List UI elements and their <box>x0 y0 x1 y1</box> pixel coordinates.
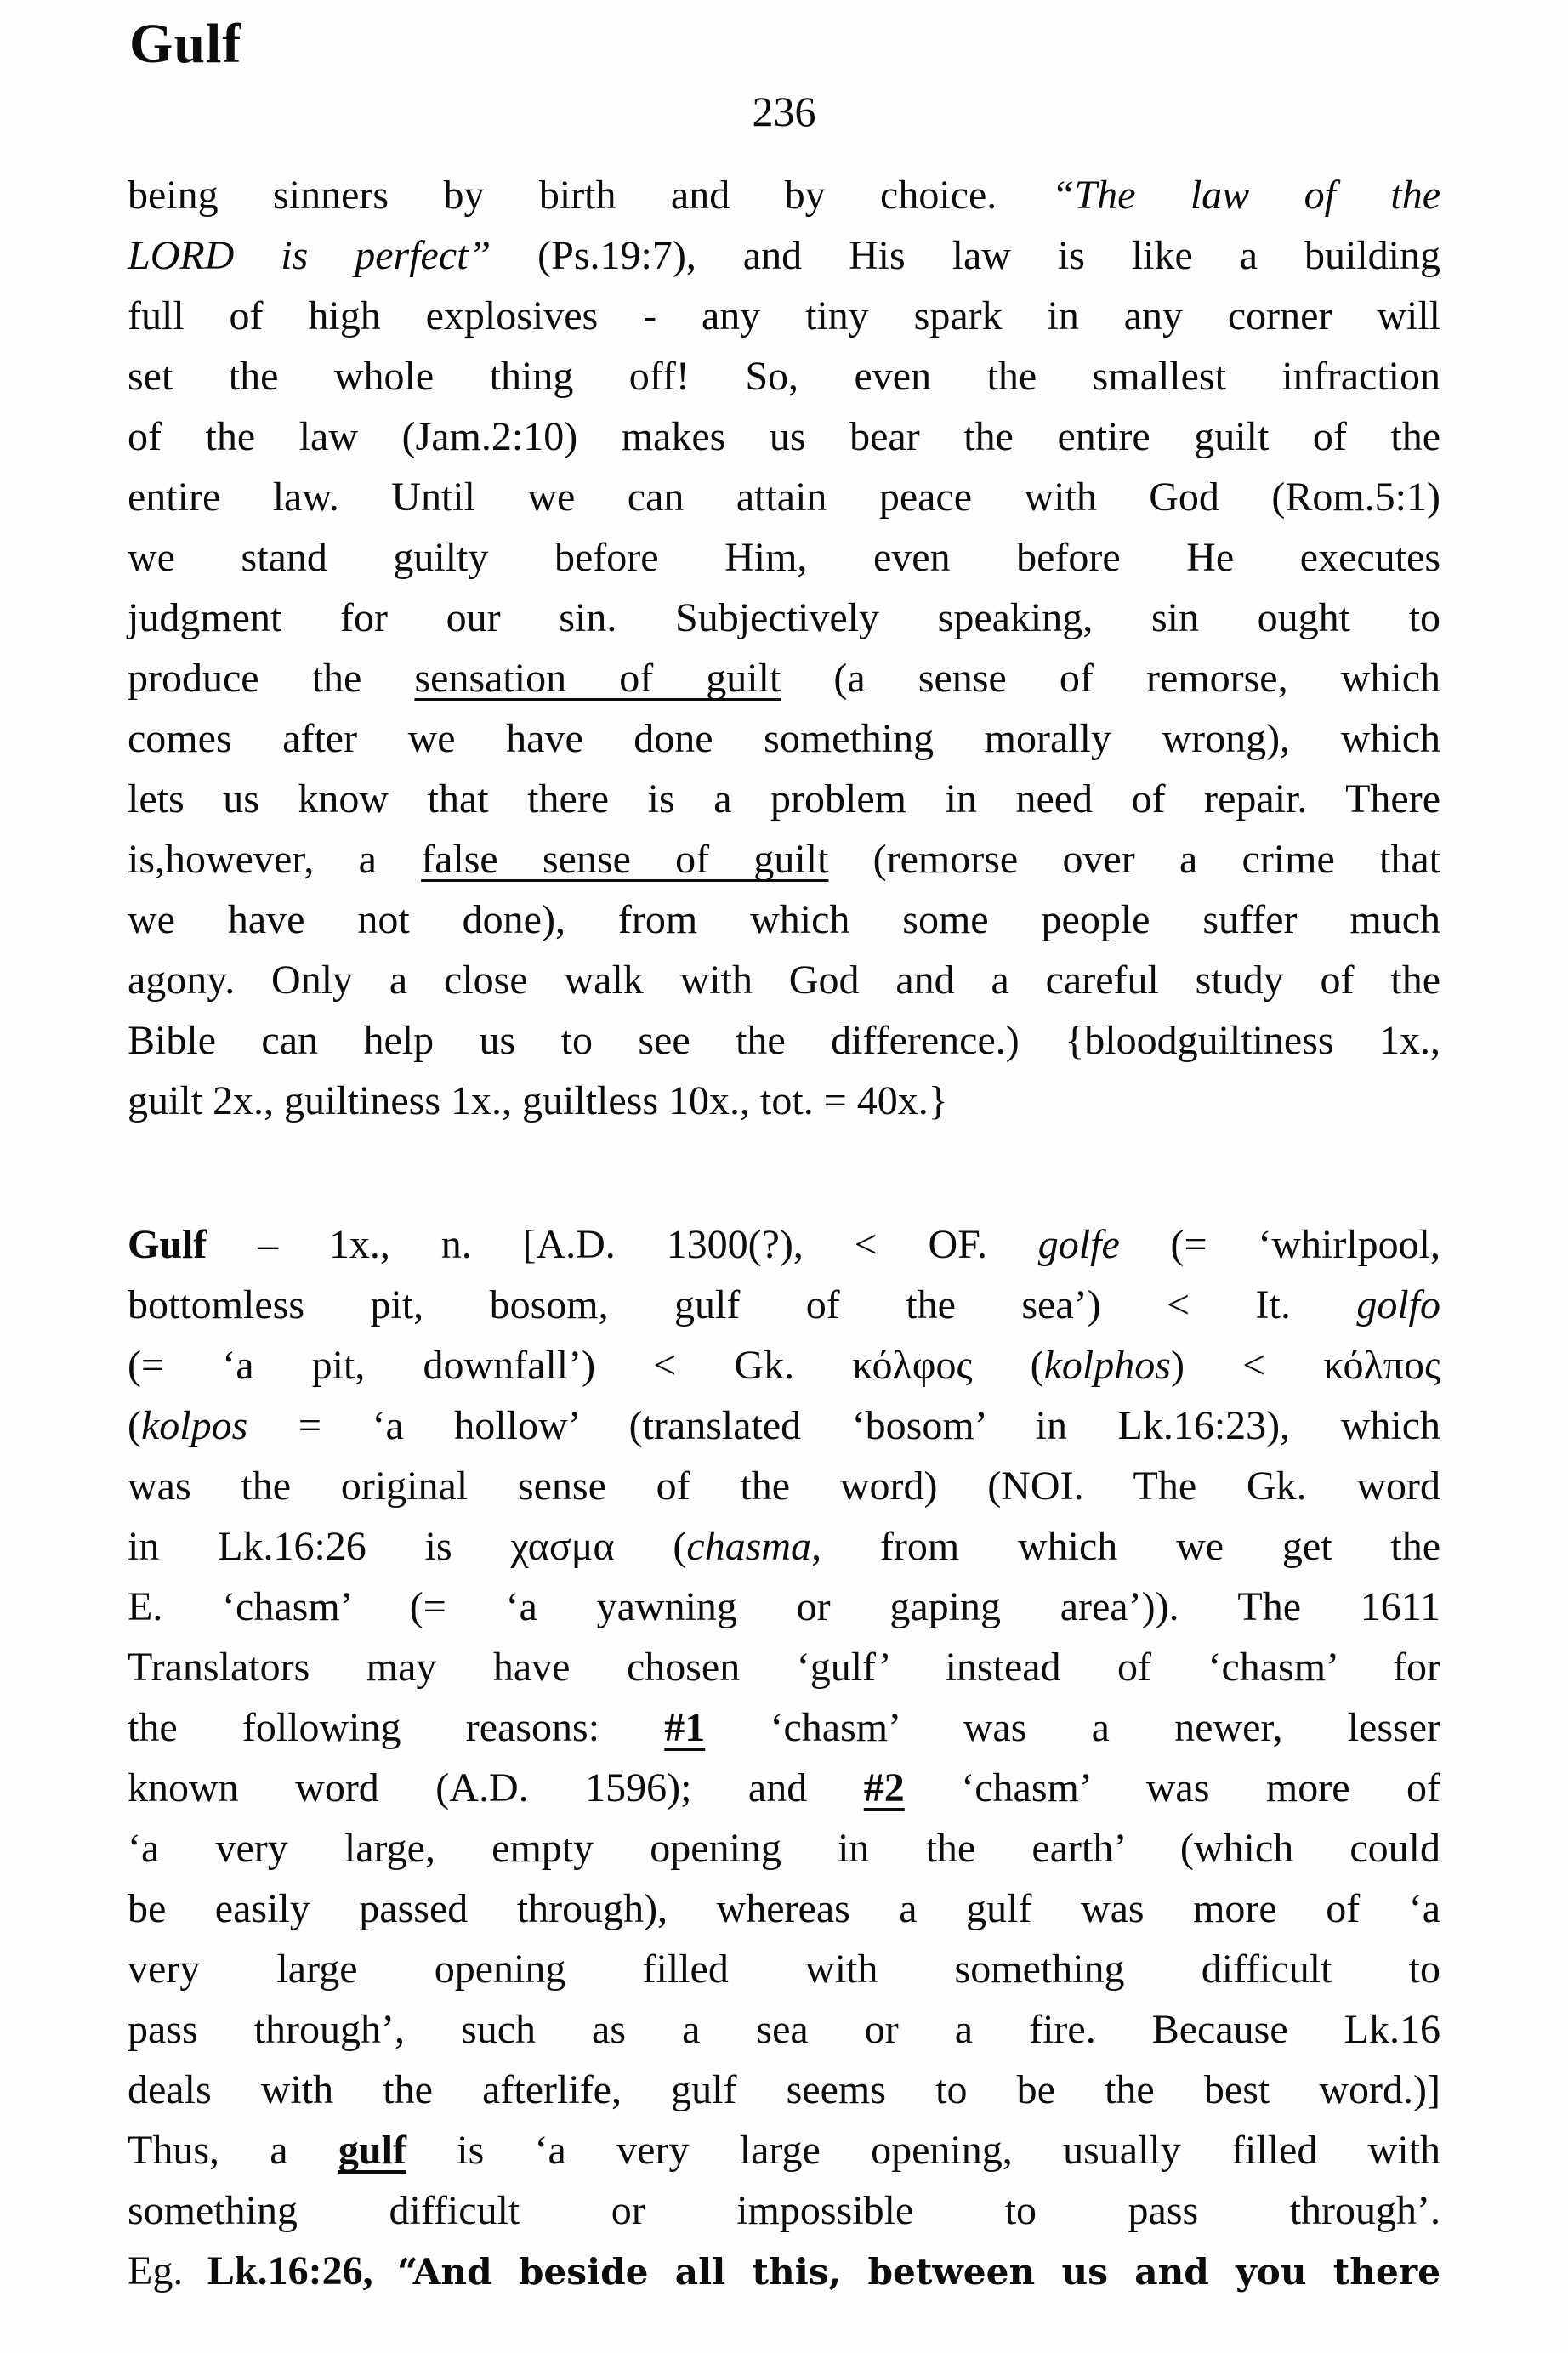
text-segment: be easily passed through), whereas a gulf was more of ‘a <box>128 1886 1440 1931</box>
text-line <box>128 2180 1440 2241</box>
text-segment: pass through’, such as a sea or a fire. Because Lk.16 <box>128 2007 1440 2052</box>
text-line <box>128 1335 1440 1395</box>
text-segment: false sense of guilt <box>421 837 829 882</box>
text-segment: ‘chasm’ was a newer, lesser <box>705 1705 1440 1750</box>
text-line <box>128 769 1440 829</box>
text-segment: – 1x., n. [A.D. 1300(?), < OF. <box>207 1222 1038 1267</box>
text-segment: known word (A.D. 1596); and <box>128 1765 864 1810</box>
text-segment: comes after we have done something morally wrong), which <box>128 716 1440 761</box>
gulf-entry-paragraph <box>128 1214 1440 2302</box>
text-segment: set the whole thing off! So, even the smallest infraction <box>128 354 1440 399</box>
text-line <box>128 889 1440 950</box>
text-segment: the following reasons: <box>128 1705 665 1750</box>
text-line <box>128 1275 1440 1335</box>
text-segment: bottomless pit, bosom, gulf of the sea’) < It. <box>128 1282 1357 1327</box>
text-body <box>128 165 1440 2302</box>
text-line <box>128 467 1440 527</box>
text-line <box>128 2060 1440 2120</box>
text-line <box>128 225 1440 286</box>
text-segment: Lk.16:26, <box>207 2248 398 2293</box>
text-line <box>128 1071 1440 1131</box>
text-segment: ( <box>128 1403 141 1448</box>
text-segment: ‘chasm’ was more of <box>904 1765 1441 1810</box>
text-line <box>128 1878 1440 1939</box>
text-segment: is ‘a very large opening, usually filled with <box>406 2128 1440 2173</box>
text-line <box>128 527 1440 588</box>
text-segment: we have not done), from which some people suffer much <box>128 897 1440 942</box>
text-segment: (= ‘a pit, downfall’) < Gk. κόλφος ( <box>128 1343 1044 1388</box>
text-line <box>128 1758 1440 1818</box>
text-segment: full of high explosives - any tiny spark in any corner will <box>128 293 1440 338</box>
text-segment: #1 <box>664 1705 706 1750</box>
text-line <box>128 2120 1440 2180</box>
text-line <box>128 829 1440 889</box>
text-segment: LORD is perfect” <box>128 233 491 278</box>
text-line <box>128 1395 1440 1456</box>
text-segment: (= ‘whirlpool, <box>1119 1222 1441 1267</box>
text-segment: #2 <box>863 1765 905 1810</box>
text-line <box>128 406 1440 467</box>
text-segment: something difficult or impossible to pass through’. <box>128 2188 1440 2233</box>
text-segment: gulf <box>338 2128 406 2173</box>
text-segment: = ‘a hollow’ (translated ‘bosom’ in Lk.16:23), which <box>247 1403 1440 1448</box>
text-line <box>128 1697 1440 1758</box>
text-segment: golfe <box>1037 1222 1120 1267</box>
text-segment: judgment for our sin. Subjectively speaking, sin ought to <box>128 595 1440 640</box>
text-segment: Translators may have chosen ‘gulf’ instead of ‘chasm’ for <box>128 1645 1440 1690</box>
text-segment: guilt 2x., guiltiness 1x., guiltless 10x., tot. = 40x.} <box>128 1078 948 1123</box>
text-line <box>128 708 1440 769</box>
page-number: 236 <box>752 88 816 135</box>
text-segment: kolphos <box>1043 1343 1171 1388</box>
text-segment: Gulf <box>128 1222 207 1267</box>
text-line <box>128 1637 1440 1697</box>
text-line <box>128 1516 1440 1577</box>
text-line <box>128 648 1440 708</box>
text-segment: produce the <box>128 656 415 701</box>
text-line <box>128 1818 1440 1878</box>
text-segment: E. ‘chasm’ (= ‘a yawning or gaping area’)). The 1611 <box>128 1584 1440 1629</box>
text-segment: (Ps.19:7), and His law is like a building <box>491 233 1440 278</box>
text-segment: “The law of the <box>1051 173 1440 218</box>
text-segment: kolpos <box>140 1403 248 1448</box>
text-segment: agony. Only a close walk with God and a careful study of the <box>128 958 1440 1003</box>
text-line <box>128 1456 1440 1516</box>
text-line <box>128 1010 1440 1071</box>
text-line <box>128 286 1440 346</box>
text-segment: chasma <box>686 1524 812 1569</box>
text-line <box>128 1939 1440 1999</box>
text-segment: deals with the afterlife, gulf seems to be the best word.)] <box>128 2067 1440 2112</box>
text-segment: ) < κόλπος <box>1170 1343 1440 1388</box>
text-segment: very large opening filled with something difficult to <box>128 1947 1440 1992</box>
text-segment: Eg. <box>128 2248 207 2293</box>
text-segment: golfo <box>1356 1282 1440 1327</box>
text-segment: , from which we get the <box>811 1524 1440 1569</box>
text-segment: Bible can help us to see the difference.) {bloodguiltiness 1x., <box>128 1018 1440 1063</box>
text-segment: lets us know that there is a problem in need of repair. There <box>128 776 1440 821</box>
running-head: Gulf <box>129 13 242 75</box>
text-line <box>128 346 1440 406</box>
text-segment: sensation of guilt <box>414 656 781 701</box>
text-segment: of the law (Jam.2:10) makes us bear the entire guilt of the <box>128 414 1440 459</box>
text-line <box>128 1577 1440 1637</box>
text-line <box>128 950 1440 1010</box>
text-segment: ‘a very large, empty opening in the earth’ (which could <box>128 1826 1440 1871</box>
text-segment: in Lk.16:26 is χασμα ( <box>128 1524 687 1569</box>
text-segment: is,however, a <box>128 837 422 882</box>
text-segment: “And beside all this, between us and you there <box>397 2250 1440 2293</box>
text-segment: (remorse over a crime that <box>828 837 1440 882</box>
text-line <box>128 588 1440 648</box>
text-segment: was the original sense of the word) (NOI. The Gk. word <box>128 1464 1440 1509</box>
text-line <box>128 1214 1440 1275</box>
text-segment: (a sense of remorse, which <box>781 656 1440 701</box>
text-segment: being sinners by birth and by choice. <box>128 173 1052 218</box>
text-segment: we stand guilty before Him, even before He executes <box>128 535 1440 580</box>
text-line <box>128 2241 1440 2302</box>
text-line <box>128 165 1440 225</box>
text-segment: Thus, a <box>128 2128 338 2173</box>
text-line <box>128 1999 1440 2060</box>
guilt-definition-paragraph <box>128 165 1440 1131</box>
text-segment: entire law. Until we can attain peace with God (Rom.5:1) <box>128 475 1440 520</box>
